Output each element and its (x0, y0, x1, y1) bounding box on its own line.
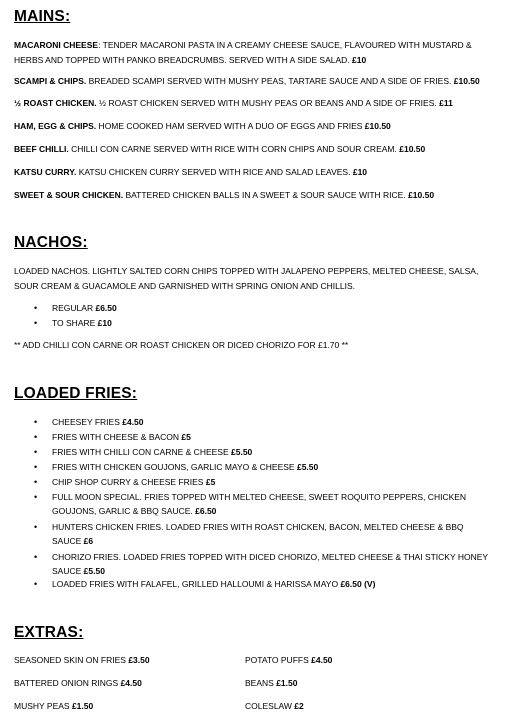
item-price: £3.50 (128, 655, 150, 665)
item-suffix: (V) (361, 579, 376, 589)
bullet-icon: • (34, 303, 38, 313)
option-price: £10 (97, 318, 112, 328)
option-price: £6.50 (95, 303, 117, 313)
option-label: TO SHARE (52, 318, 98, 328)
mains-item (14, 74, 499, 89)
mains-item (14, 96, 499, 111)
item-name: SEASONED SKIN ON FRIES (14, 655, 129, 665)
item-desc: KATSU CHICKEN CURRY SERVED WITH RICE AND SALAD LEAVES. (76, 167, 351, 177)
nachos-note: ** ADD CHILLI CON CARNE OR ROAST CHICKEN OR DICED CHORIZO FOR £1.70 ** (14, 340, 349, 350)
item-price: £5.50 (83, 566, 105, 576)
item-text: CHIP SHOP CURRY & CHEESE FRIES (52, 477, 206, 487)
item-name: BEEF CHILLI. (14, 144, 69, 154)
item-price: £5 (205, 477, 216, 487)
fries-item (52, 520, 502, 548)
nachos-option (52, 301, 502, 315)
item-desc: ½ ROAST CHICKEN SERVED WITH MUSHY PEAS OR BEANS AND A SIDE OF FRIES. (96, 98, 437, 108)
item-text: FRIES WITH CHICKEN GOUJONS, GARLIC MAYO & CHEESE (52, 462, 297, 472)
bullet-icon: • (34, 522, 38, 532)
item-name: ½ ROAST CHICKEN. (14, 98, 97, 108)
item-price: £10 (352, 167, 368, 177)
extras-item (14, 699, 93, 713)
nachos-heading: NACHOS: (14, 234, 88, 251)
extras-item (245, 676, 297, 690)
bullet-icon: • (34, 477, 38, 487)
item-desc: BATTERED CHICKEN BALLS IN A SWEET & SOUR SAUCE WITH RICE. (123, 190, 406, 200)
item-price: £1.50 (276, 678, 298, 688)
item-price: £10.50 (364, 121, 391, 131)
item-desc: CHILLI CON CARNE SERVED WITH RICE WITH CORN CHIPS AND SOUR CREAM. (68, 144, 397, 154)
fries-item (52, 460, 502, 474)
item-name: POTATO PUFFS (245, 655, 312, 665)
fries-item (52, 490, 502, 518)
bullet-icon: • (34, 447, 38, 457)
item-name: SCAMPI & CHIPS. (14, 76, 87, 86)
extras-item (245, 699, 304, 713)
bullet-icon: • (34, 432, 38, 442)
fries-item (52, 577, 502, 591)
item-price: £2 (294, 701, 304, 711)
item-price: £10.50 (408, 190, 435, 200)
item-text: FRIES WITH CHEESE & BACON (52, 432, 182, 442)
item-name: BEANS (245, 678, 277, 688)
fries-item (52, 415, 502, 429)
mains-item (14, 165, 499, 180)
mains-item (14, 119, 499, 134)
item-desc: HOME COOKED HAM SERVED WITH A DUO OF EGGS AND FRIES (96, 121, 363, 131)
nachos-option (52, 316, 502, 330)
item-price: £5 (181, 432, 191, 442)
item-name: MACARONI CHEESE (14, 40, 99, 50)
bullet-icon: • (34, 462, 38, 472)
item-price: £10 (352, 54, 367, 65)
item-price: £4.50 (120, 678, 142, 688)
item-text: CHEESEY FRIES (52, 417, 123, 427)
item-price: £6.50 (340, 579, 362, 589)
nachos-desc: LOADED NACHOS. LIGHTLY SALTED CORN CHIPS TOPPED WITH JALAPENO PEPPERS, MELTED CHEESE, SALSA, SOUR CREAM & GUACAMOLE AND GARNISHED WITH SPRING ONION AND CHILLIS. (14, 266, 479, 291)
extras-item (14, 653, 150, 667)
item-text: FRIES WITH CHILLI CON CARNE & CHEESE (52, 447, 231, 457)
item-price: £10.50 (453, 76, 480, 86)
fries-item (52, 550, 502, 578)
item-desc: : TENDER MACARONI PASTA IN A CREAMY CHEESE SAUCE, FLAVOURED WITH MUSTARD & HERBS AND TOPPED WITH PANKO BREADCRUMBS. SERVED WITH A SIDE SALAD. (14, 40, 472, 65)
item-price: £6.50 (195, 506, 217, 516)
item-price: £4.50 (311, 655, 333, 665)
item-price: £1.50 (71, 701, 94, 711)
item-price: £5.50 (296, 462, 319, 472)
item-text: LOADED FRIES WITH FALAFEL, GRILLED HALLOUMI & HARISSA MAYO (52, 579, 341, 589)
item-desc: BREADED SCAMPI SERVED WITH MUSHY PEAS, TARTARE SAUCE AND A SIDE OF FRIES. (86, 76, 452, 86)
bullet-icon: • (34, 417, 38, 427)
fries-item (52, 430, 502, 444)
loaded-fries-heading: LOADED FRIES: (14, 385, 138, 402)
extras-item (245, 653, 332, 667)
option-label: REGULAR (52, 303, 96, 313)
item-price: £10.50 (399, 144, 426, 154)
mains-item (14, 142, 499, 157)
item-name: COLESLAW (245, 701, 295, 711)
item-price: £5.50 (231, 447, 253, 457)
bullet-icon: • (34, 492, 38, 502)
item-name: BATTERED ONION RINGS (14, 678, 121, 688)
item-name: MUSHY PEAS (14, 701, 72, 711)
item-text: CHORIZO FRIES. LOADED FRIES TOPPED WITH DICED CHORIZO, MELTED CHEESE & THAI STICKY HONEY SAUCE (52, 552, 489, 576)
extras-item (14, 676, 142, 690)
bullet-icon: • (34, 579, 38, 589)
item-text: FULL MOON SPECIAL. FRIES TOPPED WITH MELTED CHEESE, SWEET ROQUITO PEPPERS, CHICKEN GOUJONS, GARLIC & BBQ SAUCE. (52, 492, 467, 516)
bullet-icon: • (34, 318, 38, 328)
item-name: KATSU CURRY. (14, 167, 77, 177)
item-price: £11 (439, 98, 453, 108)
item-text: HUNTERS CHICKEN FRIES. LOADED FRIES WITH ROAST CHICKEN, BACON, MELTED CHEESE & BBQ SAUCE (52, 522, 464, 546)
item-name: HAM, EGG & CHIPS. (14, 121, 97, 131)
mains-item (14, 188, 499, 203)
mains-item (14, 38, 499, 67)
bullet-icon: • (34, 552, 38, 562)
item-price: £6 (83, 536, 94, 546)
item-name: SWEET & SOUR CHICKEN. (14, 190, 124, 200)
extras-heading: EXTRAS: (14, 624, 84, 641)
fries-item (52, 445, 502, 459)
item-price: £4.50 (122, 417, 144, 427)
mains-heading: MAINS: (14, 8, 71, 25)
fries-item (52, 475, 502, 489)
